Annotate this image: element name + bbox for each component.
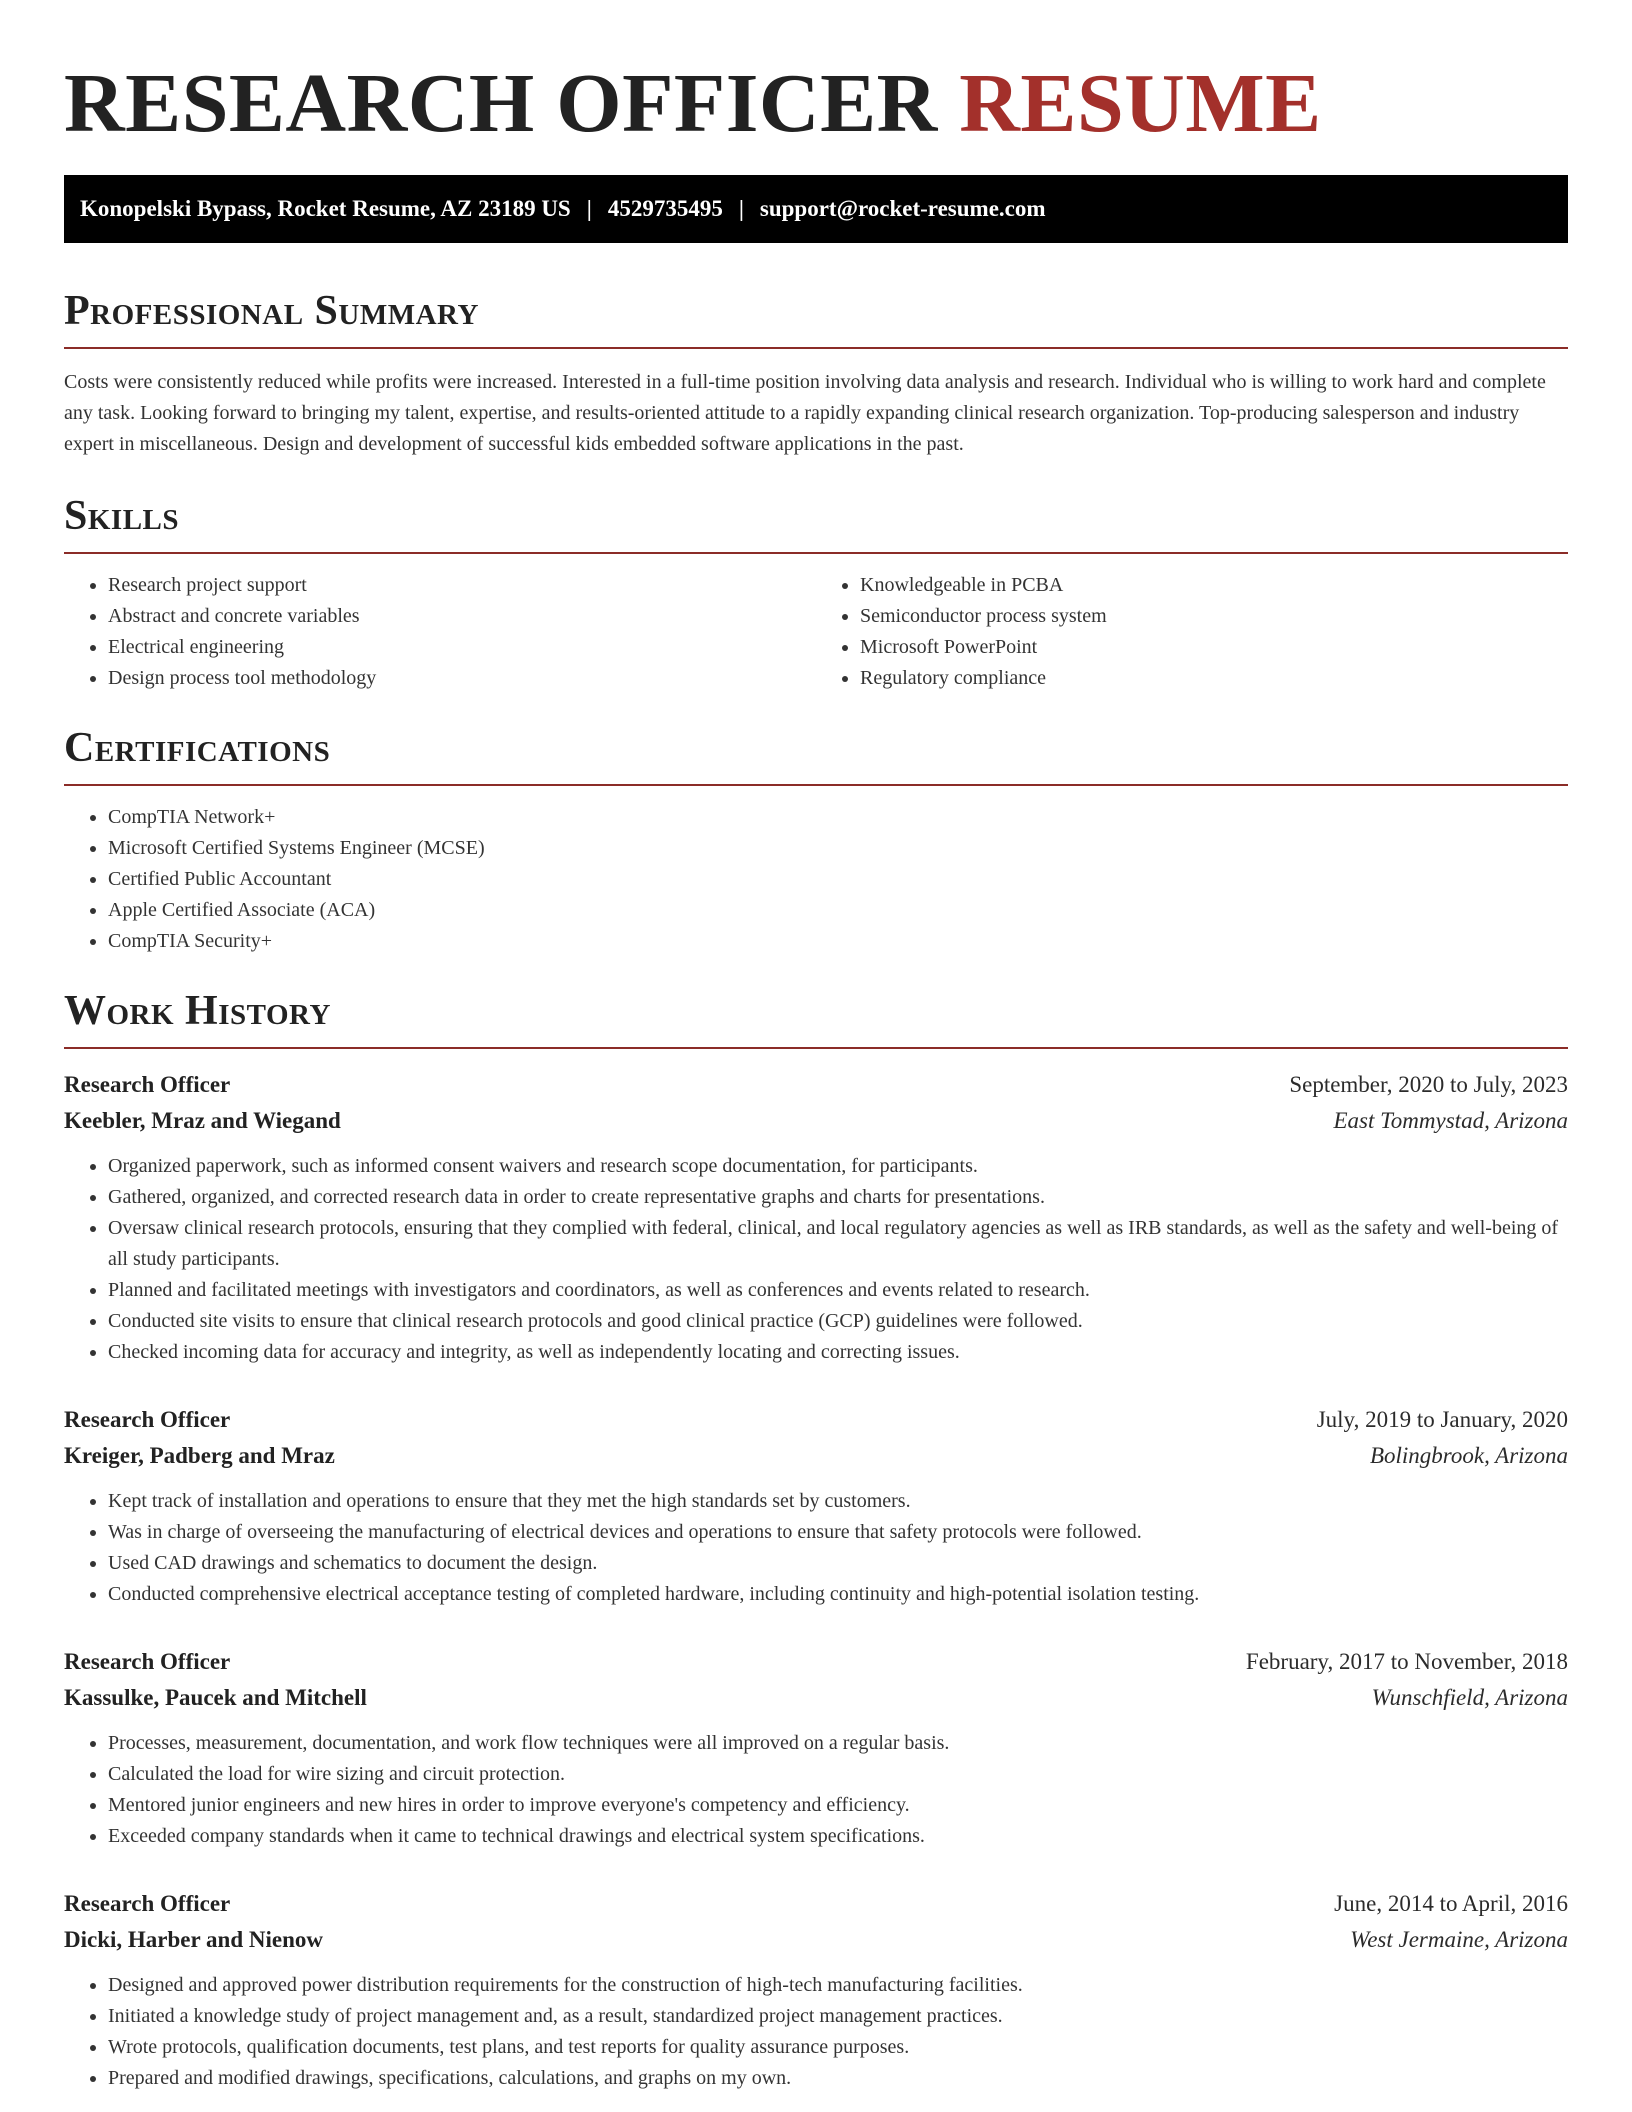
job-company: Keebler, Mraz and Wiegand [64, 1108, 341, 1133]
job-header-row [64, 1886, 1568, 1922]
work-history-heading: Work History [64, 988, 331, 1034]
contact-email: support@rocket-resume.com [759, 196, 1046, 221]
skill-item: • Research project support [108, 570, 816, 601]
job-bullets [64, 1728, 1568, 1852]
job-title: Research Officer [64, 1072, 231, 1097]
job-subheader-row [64, 1922, 1568, 1958]
skills-heading: Skills [64, 493, 180, 539]
job-bullet: • Organized paperwork, such as informed consent waivers and research scope documentation, for participants. [108, 1151, 1568, 1182]
section-divider [64, 552, 1568, 554]
summary-text: Costs were consistently reduced while profits were increased. Interested in a full-time position involving data analysis and research. Individual who is willing to work hard and complete any task. Looking forward to bringing my talent, expertise, and results-oriented attitude to a rapidly expanding clinical research organization. Top-producing salesperson and industry expert in miscellaneous. Design and development of successful kids embedded software applications in the past. [64, 371, 1546, 455]
job-bullet: • Checked incoming data for accuracy and integrity, as well as independently locating and correcting issues. [108, 1337, 1568, 1368]
job-bullet: • Oversaw clinical research protocols, ensuring that they complied with federal, clinical, and local regulatory agencies as well as IRB standards, as well as the safety and well-being of all study participants. [108, 1213, 1568, 1275]
contact-separator: | [586, 196, 592, 221]
job-location: Wunschfield, Arizona [1371, 1685, 1568, 1710]
skill-item: • Regulatory compliance [860, 663, 1568, 694]
job-entry [64, 1644, 1568, 1852]
job-company: Dicki, Harber and Nienow [64, 1927, 323, 1952]
resume-title [64, 54, 1568, 154]
job-entry [64, 1886, 1568, 2094]
job-dates: July, 2019 to January, 2020 [1316, 1407, 1568, 1432]
job-bullet: • Conducted comprehensive electrical acceptance testing of completed hardware, including continuity and high-potential isolation testing. [108, 1579, 1568, 1610]
section-divider [64, 1047, 1568, 1049]
job-bullet: • Gathered, organized, and corrected research data in order to create representative graphs and charts for presentations. [108, 1182, 1568, 1213]
certification-item: • Apple Certified Associate (ACA) [108, 895, 1568, 926]
job-company: Kreiger, Padberg and Mraz [64, 1443, 335, 1468]
job-header-row [64, 1067, 1568, 1103]
skill-item: • Knowledgeable in PCBA [860, 570, 1568, 601]
section-divider [64, 784, 1568, 786]
certification-item: • CompTIA Security+ [108, 926, 1568, 957]
section-divider [64, 347, 1568, 349]
skill-item: • Abstract and concrete variables [108, 601, 816, 632]
summary-heading: Professional Summary [64, 288, 479, 334]
contact-phone: 4529735495 [607, 196, 723, 221]
job-bullet: • Kept track of installation and operations to ensure that they met the high standards set by customers. [108, 1486, 1568, 1517]
certifications-list [64, 802, 1568, 957]
job-subheader-row [64, 1438, 1568, 1474]
skills-list-right [816, 570, 1568, 694]
job-subheader-row [64, 1103, 1568, 1139]
job-bullets [64, 1970, 1568, 2094]
skill-item: • Design process tool methodology [108, 663, 816, 694]
skills-grid [64, 570, 1568, 694]
contact-separator: | [738, 196, 744, 221]
certification-item: • Certified Public Accountant [108, 864, 1568, 895]
job-bullet: • Was in charge of overseeing the manufacturing of electrical devices and operations to ensure that safety protocols were followed. [108, 1517, 1568, 1548]
title-main: RESEARCH OFFICER [64, 57, 938, 150]
job-bullet: • Exceeded company standards when it came to technical drawings and electrical system specifications. [108, 1821, 1568, 1852]
job-bullets [64, 1486, 1568, 1610]
job-title: Research Officer [64, 1891, 231, 1916]
job-subheader-row [64, 1680, 1568, 1716]
job-bullet: • Initiated a knowledge study of project management and, as a result, standardized project management practices. [108, 2001, 1568, 2032]
title-accent: RESUME [959, 57, 1322, 150]
job-bullet: • Conducted site visits to ensure that clinical research protocols and good clinical practice (GCP) guidelines were followed. [108, 1306, 1568, 1337]
job-company: Kassulke, Paucek and Mitchell [64, 1685, 367, 1710]
skill-item: • Electrical engineering [108, 632, 816, 663]
job-bullet: • Used CAD drawings and schematics to document the design. [108, 1548, 1568, 1579]
job-bullet: • Mentored junior engineers and new hires in order to improve everyone's competency and efficiency. [108, 1790, 1568, 1821]
job-bullet: • Wrote protocols, qualification documents, test plans, and test reports for quality assurance purposes. [108, 2032, 1568, 2063]
job-bullet: • Processes, measurement, documentation, and work flow techniques were all improved on a regular basis. [108, 1728, 1568, 1759]
skills-list-left [64, 570, 816, 694]
contact-address: Konopelski Bypass, Rocket Resume, AZ 23189 US [80, 196, 571, 221]
skill-item: • Microsoft PowerPoint [860, 632, 1568, 663]
job-dates: June, 2014 to April, 2016 [1334, 1891, 1568, 1916]
certification-item: • Microsoft Certified Systems Engineer (MCSE) [108, 833, 1568, 864]
job-dates: February, 2017 to November, 2018 [1245, 1649, 1568, 1674]
job-header-row [64, 1402, 1568, 1438]
job-location: Bolingbrook, Arizona [1369, 1443, 1568, 1468]
job-title: Research Officer [64, 1649, 231, 1674]
job-title: Research Officer [64, 1407, 231, 1432]
job-bullets [64, 1151, 1568, 1368]
job-location: West Jermaine, Arizona [1350, 1927, 1568, 1952]
job-header-row [64, 1644, 1568, 1680]
job-dates: September, 2020 to July, 2023 [1289, 1072, 1568, 1097]
job-bullet: • Prepared and modified drawings, specifications, calculations, and graphs on my own. [108, 2063, 1568, 2094]
job-entry [64, 1067, 1568, 1368]
job-bullet: • Planned and facilitated meetings with investigators and coordinators, as well as conferences and events related to research. [108, 1275, 1568, 1306]
job-location: East Tommystad, Arizona [1333, 1108, 1568, 1133]
job-entry [64, 1402, 1568, 1610]
job-bullet: • Designed and approved power distribution requirements for the construction of high-tech manufacturing facilities. [108, 1970, 1568, 2001]
contact-bar [64, 175, 1568, 243]
job-bullet: • Calculated the load for wire sizing and circuit protection. [108, 1759, 1568, 1790]
certification-item: • CompTIA Network+ [108, 802, 1568, 833]
skill-item: • Semiconductor process system [860, 601, 1568, 632]
certifications-heading: Certifications [64, 725, 331, 771]
